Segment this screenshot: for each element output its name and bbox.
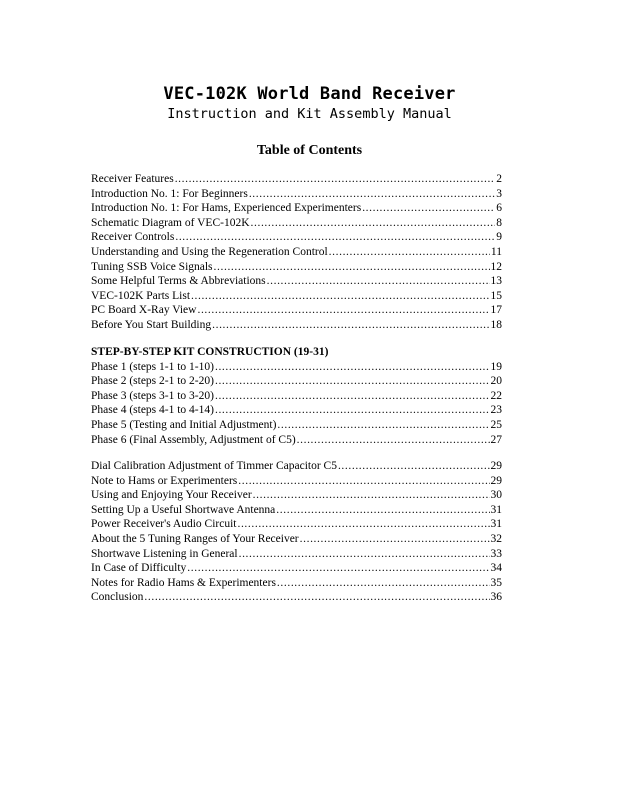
toc-entry-page-number: 2 <box>496 173 502 185</box>
toc-entry-label: Receiver Features <box>91 173 174 185</box>
toc-entry <box>91 532 502 547</box>
toc-entry-page-number: 9 <box>496 231 502 244</box>
toc-entry-label: Phase 2 (steps 2-1 to 2-20) <box>91 375 214 388</box>
toc-entry-label: Power Receiver's Audio Circuit <box>91 518 237 531</box>
toc-entry <box>91 374 502 389</box>
toc-entry <box>91 260 502 275</box>
toc-entry-label: Using and Enjoying Your Receiver <box>91 489 252 502</box>
toc-dot-leader <box>276 503 489 518</box>
toc-entry <box>91 474 502 489</box>
toc-dot-leader <box>251 216 496 231</box>
toc-group-front-matter <box>91 172 502 333</box>
toc-entry-label: Phase 1 (steps 1-1 to 1-10) <box>91 360 214 373</box>
toc-entry-page-number: 25 <box>490 418 502 431</box>
toc-entry-label: Introduction No. 1: For Hams, Experienced Experimenters <box>91 202 362 215</box>
toc-entry-label: Setting Up a Useful Shortwave Antenna <box>91 503 276 516</box>
toc-entry-page-number: 30 <box>490 489 502 502</box>
toc-dot-leader <box>215 389 490 404</box>
toc-entry <box>91 403 502 418</box>
toc-dot-leader <box>175 230 495 245</box>
toc-entry <box>91 459 502 474</box>
toc-entry-page-number: 27 <box>490 433 502 446</box>
toc-dot-leader <box>144 590 489 605</box>
toc-entry-page-number: 32 <box>490 532 502 545</box>
toc-dot-leader <box>239 547 490 562</box>
toc-entry-page-number: 8 <box>496 216 502 229</box>
document-title: VEC-102K World Band Receiver <box>163 84 456 104</box>
toc-entry <box>91 303 502 318</box>
toc-dot-leader <box>249 187 495 202</box>
toc-entry-label: VEC-102K Parts List <box>91 289 191 302</box>
document-subtitle: Instruction and Kit Assembly Manual <box>167 106 452 122</box>
toc-entry <box>91 201 502 216</box>
toc-group-operation <box>91 459 502 605</box>
toc-entry-page-number: 29 <box>490 474 502 487</box>
toc-entry <box>91 274 502 289</box>
toc-entry-page-number: 6 <box>496 202 502 215</box>
toc-entry-label: Phase 4 (steps 4-1 to 4-14) <box>91 404 214 417</box>
toc-group-construction <box>91 345 502 447</box>
toc-dot-leader <box>267 274 490 289</box>
toc-dot-leader <box>362 201 495 216</box>
toc-dot-leader <box>329 245 490 260</box>
toc-entry-label: Before You Start Building <box>91 318 212 331</box>
toc-heading: Table of Contents <box>256 143 363 158</box>
toc-entry-label: Note to Hams or Experimenters <box>91 474 238 487</box>
toc-dot-leader <box>297 433 490 448</box>
toc-entry-page-number: 13 <box>490 275 502 288</box>
toc-entry <box>91 517 502 532</box>
toc-entry <box>91 433 502 448</box>
toc-dot-leader <box>197 303 489 318</box>
toc-entry-page-number: 19 <box>490 360 502 373</box>
toc-entry <box>91 360 502 375</box>
toc-entry <box>91 418 502 433</box>
toc-entry <box>91 187 502 202</box>
toc-entry-label: Some Helpful Terms & Abbreviations <box>91 275 266 288</box>
toc-entry-label: Receiver Controls <box>91 231 175 244</box>
toc-entry-page-number: 35 <box>490 576 502 589</box>
toc-dot-leader <box>191 289 489 304</box>
toc-dot-leader <box>214 260 490 275</box>
toc-entry-page-number: 11 <box>490 245 502 258</box>
toc-entry <box>91 488 502 503</box>
toc-dot-leader <box>215 360 490 375</box>
toc-dot-leader <box>215 374 490 389</box>
toc-dot-leader <box>277 418 489 433</box>
toc-entry-label: Phase 5 (Testing and Initial Adjustment) <box>91 418 277 431</box>
toc-entry <box>91 216 502 231</box>
toc-entry <box>91 547 502 562</box>
toc-entry-label: Conclusion <box>91 591 144 604</box>
toc-entry <box>91 289 502 304</box>
toc-entry-page-number: 18 <box>490 318 502 331</box>
toc-entry-label: Dial Calibration Adjustment of Timmer Capacitor C5 <box>91 460 337 472</box>
toc-entry-page-number: 29 <box>490 460 502 472</box>
toc-entry-page-number: 33 <box>490 547 502 560</box>
toc-entry-label: About the 5 Tuning Ranges of Your Receiver <box>91 532 299 545</box>
toc-section-heading: STEP-BY-STEP KIT CONSTRUCTION (19-31) <box>91 346 329 358</box>
toc-entry-page-number: 12 <box>490 260 502 273</box>
toc-entry <box>91 389 502 404</box>
toc-entry-label: In Case of Difficulty <box>91 562 187 575</box>
toc-entry-page-number: 15 <box>490 289 502 302</box>
toc-entry <box>91 318 502 333</box>
toc-entry-page-number: 22 <box>490 389 502 402</box>
toc-entry-label: Phase 3 (steps 3-1 to 3-20) <box>91 389 214 402</box>
toc-entry-label: Shortwave Listening in General <box>91 547 238 560</box>
toc-dot-leader <box>277 576 490 591</box>
toc-entry <box>91 561 502 576</box>
toc-entry-page-number: 17 <box>490 304 502 317</box>
toc-entry-page-number: 3 <box>496 187 502 200</box>
toc-entry <box>91 245 502 260</box>
toc-dot-leader <box>238 474 489 489</box>
toc-dot-leader <box>237 517 489 532</box>
toc-dot-leader <box>253 488 490 503</box>
toc-entry-page-number: 20 <box>490 375 502 388</box>
toc-entry-label: Introduction No. 1: For Beginners <box>91 187 248 200</box>
toc-entry <box>91 503 502 518</box>
toc-entry <box>91 172 502 187</box>
toc-entry-label: Tuning SSB Voice Signals <box>91 260 213 273</box>
toc-entry <box>91 576 502 591</box>
toc-entry-page-number: 31 <box>490 518 502 531</box>
toc-entry-page-number: 23 <box>490 404 502 417</box>
toc-dot-leader <box>187 561 489 576</box>
toc-entry-label: PC Board X-Ray View <box>91 304 197 317</box>
toc-dot-leader <box>215 403 490 418</box>
toc-entry-page-number: 36 <box>490 591 502 604</box>
toc-dot-leader <box>212 318 489 333</box>
toc-dot-leader <box>338 459 490 474</box>
toc-entry-label: Phase 6 (Final Assembly, Adjustment of C5) <box>91 433 296 446</box>
toc-entry-label: Understanding and Using the Regeneration Control <box>91 245 328 258</box>
toc-dot-leader <box>175 172 496 187</box>
toc-entry-page-number: 34 <box>490 562 502 575</box>
toc-dot-leader <box>300 532 490 547</box>
toc-entry <box>91 590 502 605</box>
toc-entry-label: Schematic Diagram of VEC-102K <box>91 216 250 229</box>
toc-entry <box>91 230 502 245</box>
toc-construction-entries <box>91 360 502 448</box>
toc-entry-label: Notes for Radio Hams & Experimenters <box>91 576 276 589</box>
toc-entry-page-number: 31 <box>490 503 502 516</box>
